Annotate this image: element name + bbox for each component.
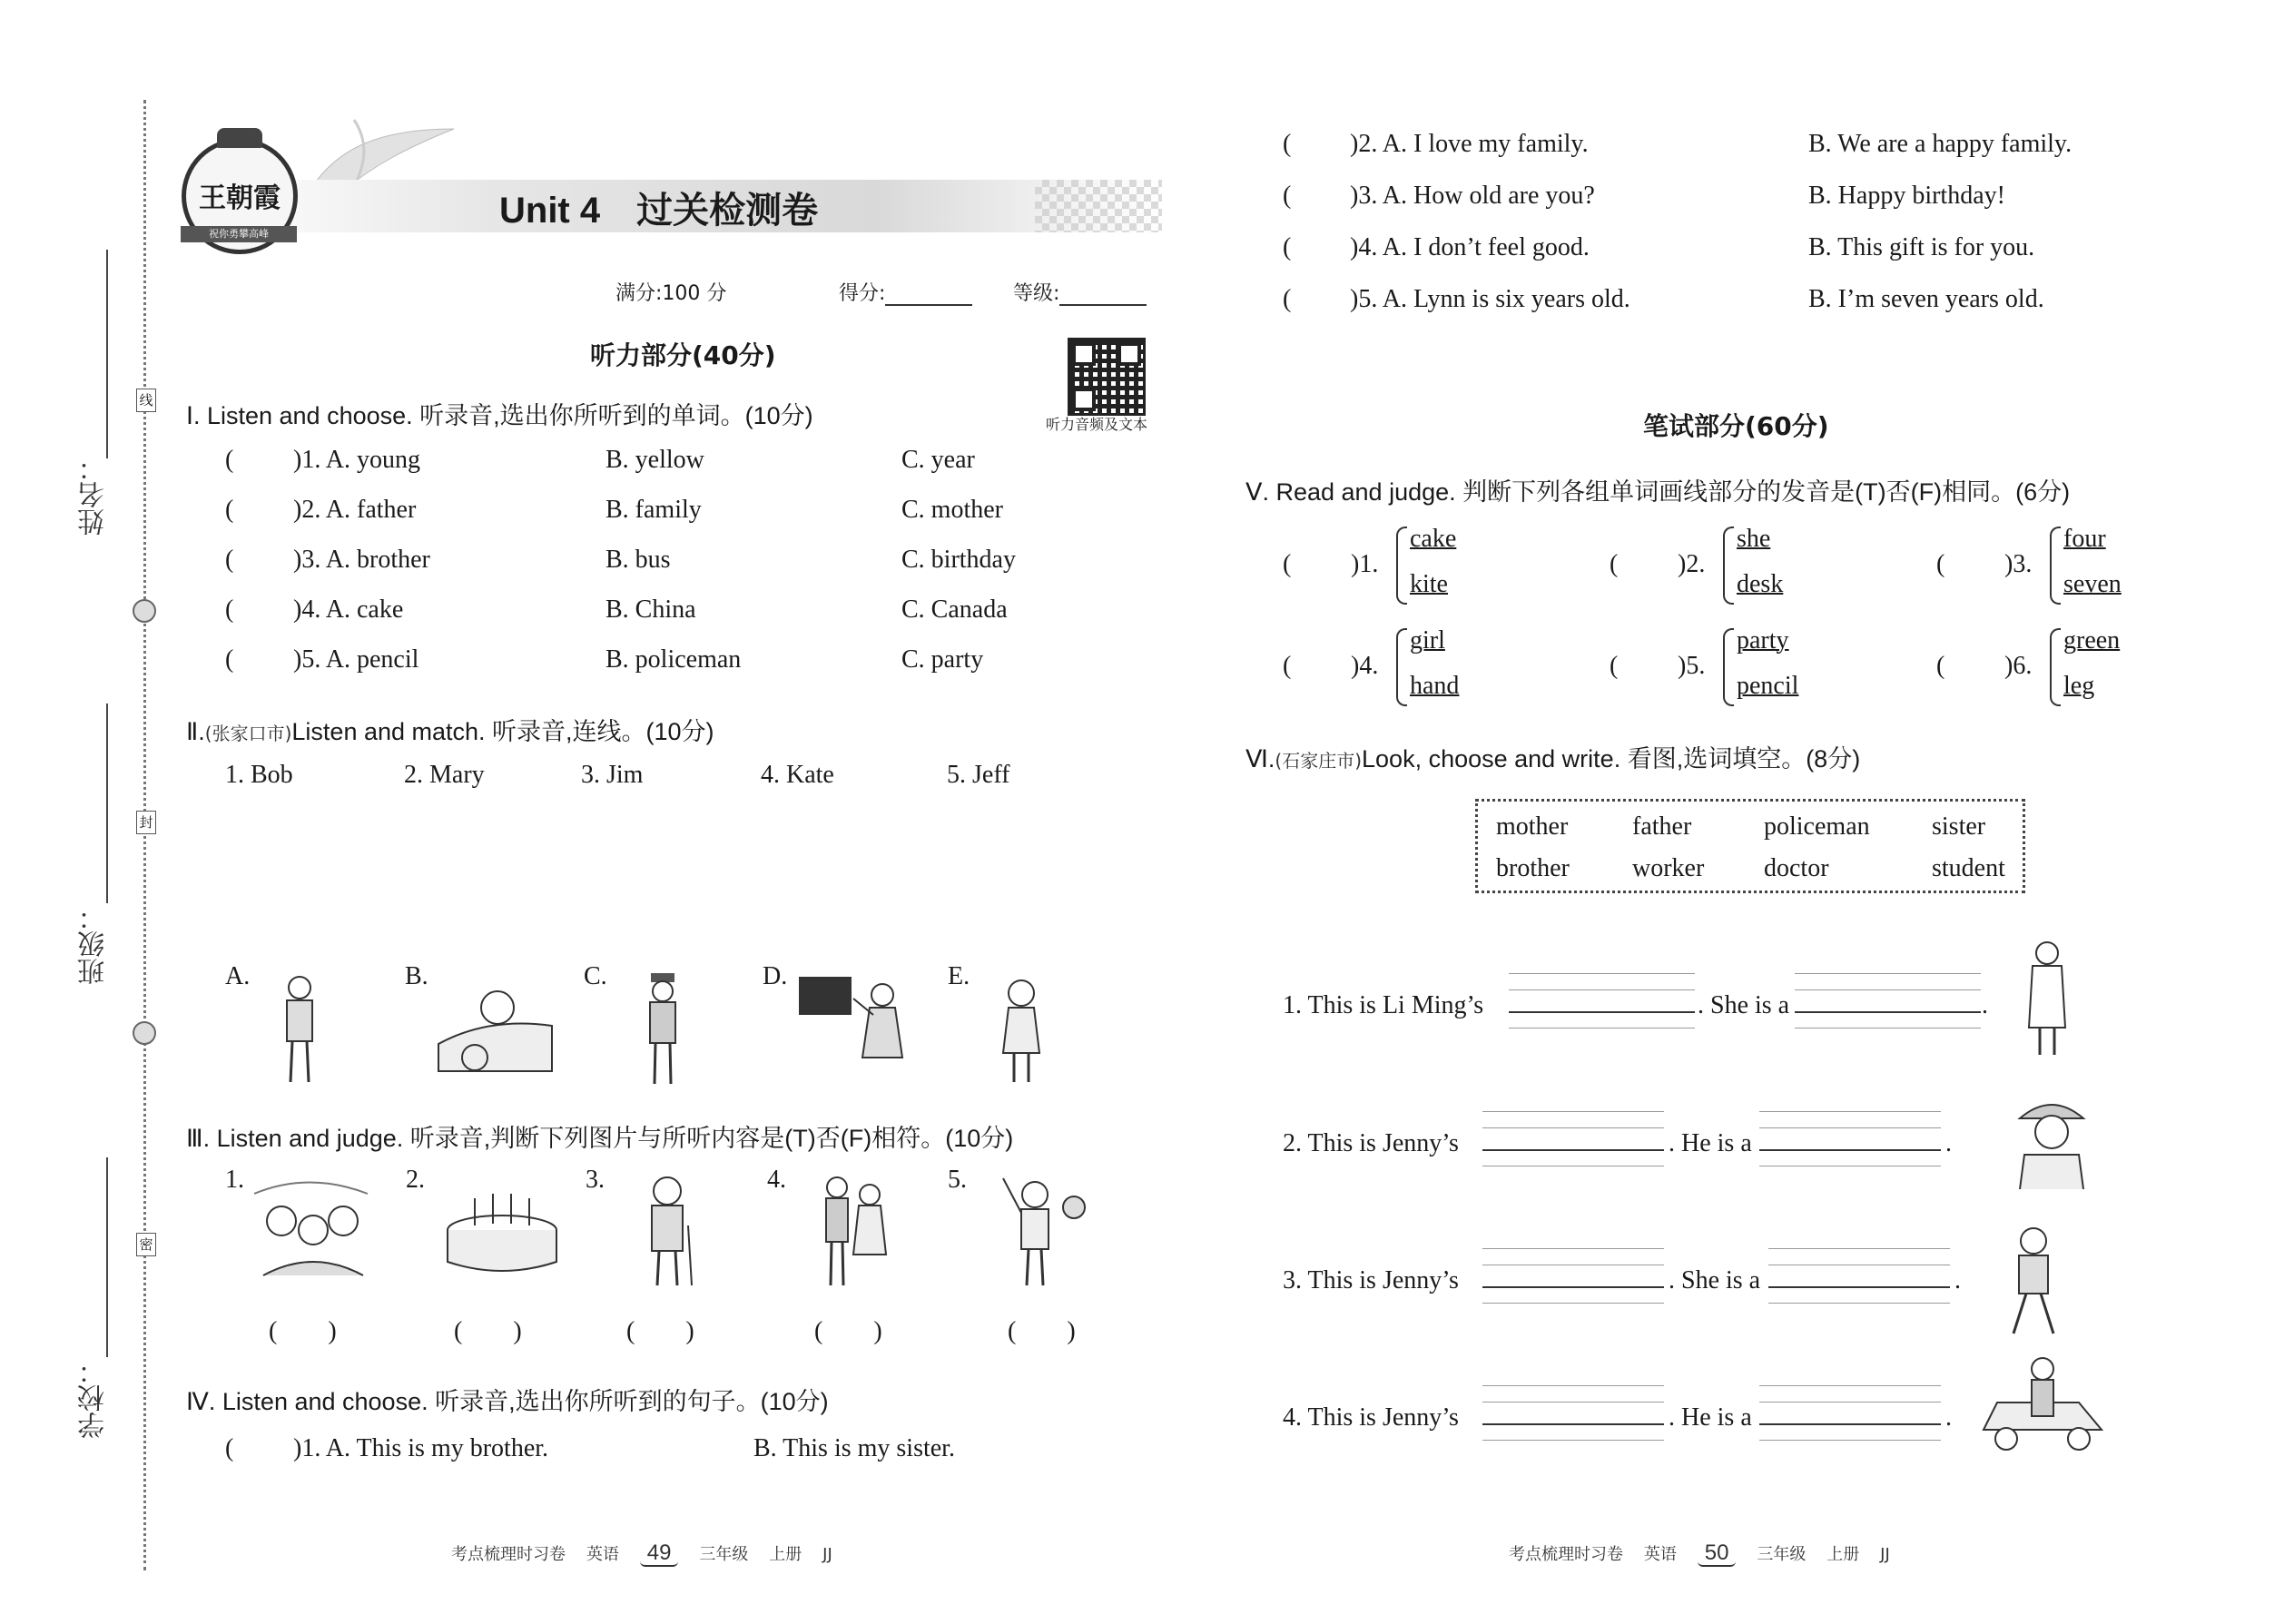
sentence-a: )4. A. I don’t feel good. [1350,233,1590,261]
brace-icon [2050,527,2061,605]
guide-line [1482,1248,1664,1249]
crown-icon [217,128,262,148]
match-name: 1. Bob [225,761,293,789]
picture-letter: B. [405,962,428,990]
seal-mark: 线 [136,389,156,412]
publisher-logo [182,138,298,254]
picture-letter: C. [584,962,607,990]
item-number: )1. [1351,550,1379,578]
word-bank-word: doctor [1764,854,1829,882]
sentence-middle: . She is a [1669,1266,1761,1294]
picture-letter: D. [763,962,788,990]
answer-paren[interactable]: ( [225,645,234,674]
word-bank-word: mother [1496,812,1569,841]
answer-paren[interactable]: ( ) [814,1317,882,1345]
section-5-heading: Ⅴ. Read and judge. 判断下列各组单词画线部分的发音是(T)否(F)相同。(6分) [1245,478,2071,506]
picture-letter: A. [225,962,251,990]
sentence-b: B. I’m seven years old. [1808,285,2044,313]
man-standing-picture [272,971,327,1089]
section-2-number: Ⅱ. [186,718,205,745]
footer-book: 考点梳理时习卷 [451,1545,566,1564]
answer-blank[interactable] [1509,1011,1695,1013]
footer-right [1509,1540,1890,1566]
page-number: 49 [640,1540,679,1567]
seal-mark: 密 [136,1233,156,1256]
sentence-end: . [1945,1129,1952,1157]
word-bank-word: policeman [1764,812,1870,841]
answer-paren[interactable]: ( [1283,652,1292,680]
sentence-b: B. This is my sister. [753,1434,955,1462]
doctor-woman-picture [2020,937,2074,1059]
answer-blank[interactable] [1759,1149,1941,1151]
guide-line [1795,989,1981,990]
guide-line [1759,1440,1941,1441]
sentence-b: B. Happy birthday! [1808,182,2005,210]
section-6-heading [1245,739,1860,774]
grade-field [1013,278,1147,306]
name-blank-line [106,250,108,458]
answer-blank[interactable] [1482,1149,1664,1151]
word-bank [1475,799,2025,893]
word-top: cake [1410,525,1457,553]
family-picture [254,1176,372,1284]
qr-code-icon[interactable] [1068,338,1146,416]
guide-line [1482,1303,1664,1304]
footer-edition: JJ [822,1545,832,1564]
answer-blank[interactable] [1795,1011,1981,1013]
sentence-end: . [1982,991,1988,1019]
match-name: 2. Mary [404,761,485,789]
answer-paren[interactable]: ( [225,496,234,524]
answer-paren[interactable]: ( [1283,550,1292,578]
option-b: B. China [605,595,696,624]
picture-number: 4. [767,1166,786,1194]
guide-line [1509,1028,1695,1029]
word-bottom: hand [1410,672,1460,700]
sentence-a: )5. A. Lynn is six years old. [1350,285,1630,313]
guide-line [1795,1028,1981,1029]
picture-number: 3. [586,1166,605,1194]
page-title: Unit 4 过关检测卷 [499,191,819,231]
option-c: C. mother [901,496,1003,524]
school-blank-line [106,1157,108,1357]
word-top: girl [1410,626,1445,655]
sentence-middle: . He is a [1669,1403,1752,1432]
policeman-picture [635,971,690,1089]
picture-number: 5. [948,1166,967,1194]
score-label: 得分: [839,282,886,305]
option-c: C. party [901,645,984,674]
word-top: four [2063,525,2106,553]
answer-paren[interactable]: ( [1936,652,1945,680]
picture-letter: E. [948,962,970,990]
option-c: C. Canada [901,595,1008,624]
parents-picture [817,1171,890,1289]
word-bank-word: father [1632,812,1692,841]
section-2-city: (张家口市) [204,723,292,744]
policeman-car-picture [1979,1353,2106,1462]
binding-dotted-line [143,100,146,1570]
sentence-start: 4. This is Jenny’s [1283,1403,1459,1432]
guide-line [1482,1127,1664,1128]
option-a: )1. A. young [293,446,420,474]
brace-icon [1396,628,1407,706]
guide-line [1509,989,1695,990]
option-a: )3. A. brother [293,546,430,574]
sentence-a: )1. A. This is my brother. [293,1434,549,1462]
driver-picture [434,980,556,1080]
guide-line [1759,1402,1941,1403]
guide-line [1768,1303,1950,1304]
footer-term: 上册 [769,1545,802,1564]
answer-paren[interactable]: ( [1936,550,1945,578]
item-number: )2. [1678,550,1706,578]
answer-paren[interactable]: ( [1283,285,1292,313]
grandfather-picture [635,1171,699,1289]
answer-paren[interactable]: ( [1283,130,1292,158]
school-label: 学校： [78,1357,110,1439]
guide-line [1768,1248,1950,1249]
answer-paren[interactable]: ( ) [454,1317,522,1345]
sentence-b: B. This gift is for you. [1808,233,2035,261]
word-bank-word: sister [1932,812,1986,841]
match-name: 3. Jim [581,761,644,789]
score-field [839,278,972,306]
match-name: 4. Kate [761,761,834,789]
picture-number: 2. [406,1166,425,1194]
worker-picture [2002,1091,2102,1191]
section-6-text: Look, choose and write. 看图,选词填空。(8分) [1362,745,1861,773]
footer-grade: 三年级 [699,1545,749,1564]
section-6-city: (石家庄市) [1275,750,1363,772]
guide-line [1482,1111,1664,1112]
banner-pattern [1035,180,1162,232]
answer-paren[interactable]: ( ) [269,1317,337,1345]
guide-line [1759,1385,1941,1386]
sentence-middle: . She is a [1698,991,1790,1019]
class-blank-line [106,704,108,903]
answer-paren[interactable]: ( [1283,182,1292,210]
sentence-start: 2. This is Jenny’s [1283,1129,1459,1157]
answer-blank[interactable] [1768,1286,1950,1288]
word-bottom: seven [2063,570,2122,598]
sentence-end: . [1954,1266,1961,1294]
footer-edition: JJ [1880,1545,1890,1564]
item-number: )5. [1678,652,1706,680]
word-bottom: desk [1737,570,1784,598]
section-6-number: Ⅵ. [1245,745,1275,773]
sentence-start: 1. This is Li Ming’s [1283,991,1484,1019]
footer-subject: 英语 [1643,1545,1677,1564]
option-b: B. yellow [605,446,704,474]
logo-ribbon-text: 祝你勇攀高峰 [181,226,297,242]
option-a: )2. A. father [293,496,417,524]
word-bottom: leg [2063,672,2095,700]
word-bottom: pencil [1737,672,1799,700]
grade-blank[interactable] [1059,304,1147,306]
match-name: 5. Jeff [947,761,1010,789]
word-top: she [1737,525,1771,553]
answer-paren[interactable]: ( [1610,652,1619,680]
answer-paren[interactable]: ( [225,1434,234,1462]
guide-line [1795,973,1981,974]
brace-icon [1396,527,1407,605]
answer-paren[interactable]: ( ) [626,1317,694,1345]
answer-blank[interactable] [1482,1423,1664,1425]
option-c: C. birthday [901,546,1016,574]
student-girl-picture [1997,1221,2070,1339]
qr-caption: 听力音频及文本 [1046,416,1148,433]
section-2-text: Listen and match. 听录音,连线。(10分) [291,718,714,745]
answer-blank[interactable] [1482,1286,1664,1288]
section-2-heading [186,712,714,747]
word-bank-word: brother [1496,854,1570,882]
sentence-a: )3. A. How old are you? [1350,182,1595,210]
sentence-middle: . He is a [1669,1129,1752,1157]
teacher-at-board-picture [799,971,917,1089]
logo-text: 王朝霞 [199,182,281,214]
birthday-cake-picture [443,1189,561,1280]
sentence-a: )2. A. I love my family. [1350,130,1589,158]
score-blank[interactable] [885,304,972,306]
girl-picture [994,971,1049,1089]
grade-label: 等级: [1013,282,1060,305]
option-a: )5. A. pencil [293,645,419,674]
option-b: B. bus [605,546,671,574]
word-top: party [1737,626,1789,655]
boy-cheering-picture [994,1171,1094,1289]
guide-line [1482,1402,1664,1403]
brace-icon [1723,527,1734,605]
answer-paren[interactable]: ( [1283,233,1292,261]
sentence-start: 3. This is Jenny’s [1283,1266,1459,1294]
ring-icon [133,1021,156,1045]
word-top: green [2063,626,2121,655]
word-bank-word: student [1932,854,2005,882]
answer-paren[interactable]: ( [225,546,234,574]
guide-line [1509,973,1695,974]
word-bottom: kite [1410,570,1448,598]
section-1-heading: Ⅰ. Listen and choose. 听录音,选出你所听到的单词。(10分) [186,402,813,429]
sentence-b: B. We are a happy family. [1808,130,2072,158]
option-b: B. policeman [605,645,742,674]
answer-paren[interactable]: ( [225,446,234,474]
listening-title: 听力部分(40分) [590,340,776,370]
footer-term: 上册 [1826,1545,1860,1564]
footer-subject: 英语 [586,1545,619,1564]
answer-paren[interactable]: ( [1610,550,1619,578]
item-number: )3. [2004,550,2033,578]
picture-number: 1. [225,1166,244,1194]
guide-line [1482,1385,1664,1386]
option-a: )4. A. cake [293,595,404,624]
page-number: 50 [1698,1540,1737,1567]
guide-line [1482,1440,1664,1441]
brace-icon [2050,628,2061,706]
ring-icon [133,599,156,623]
item-number: )6. [2004,652,2033,680]
footer-left [451,1540,832,1566]
guide-line [1759,1127,1941,1128]
guide-line [1759,1111,1941,1112]
written-title: 笔试部分(60分) [1643,411,1829,441]
section-4-heading: Ⅳ. Listen and choose. 听录音,选出你所听到的句子。(10分) [186,1388,829,1415]
word-bank-word: worker [1632,854,1705,882]
brace-icon [1723,628,1734,706]
sentence-end: . [1945,1403,1952,1432]
answer-paren[interactable]: ( ) [1008,1317,1076,1345]
footer-grade: 三年级 [1757,1545,1807,1564]
section-3-heading: Ⅲ. Listen and judge. 听录音,判断下列图片与所听内容是(T)否(F)相符。(10分) [186,1125,1014,1152]
option-b: B. family [605,496,702,524]
option-c: C. year [901,446,975,474]
class-label: 班级： [78,903,110,985]
name-label: 姓名： [78,454,110,536]
footer-book: 考点梳理时习卷 [1509,1545,1623,1564]
answer-blank[interactable] [1759,1423,1941,1425]
answer-paren[interactable]: ( [225,595,234,624]
item-number: )4. [1351,652,1379,680]
full-score: 满分:100 分 [615,282,727,305]
seal-mark: 封 [136,811,156,834]
